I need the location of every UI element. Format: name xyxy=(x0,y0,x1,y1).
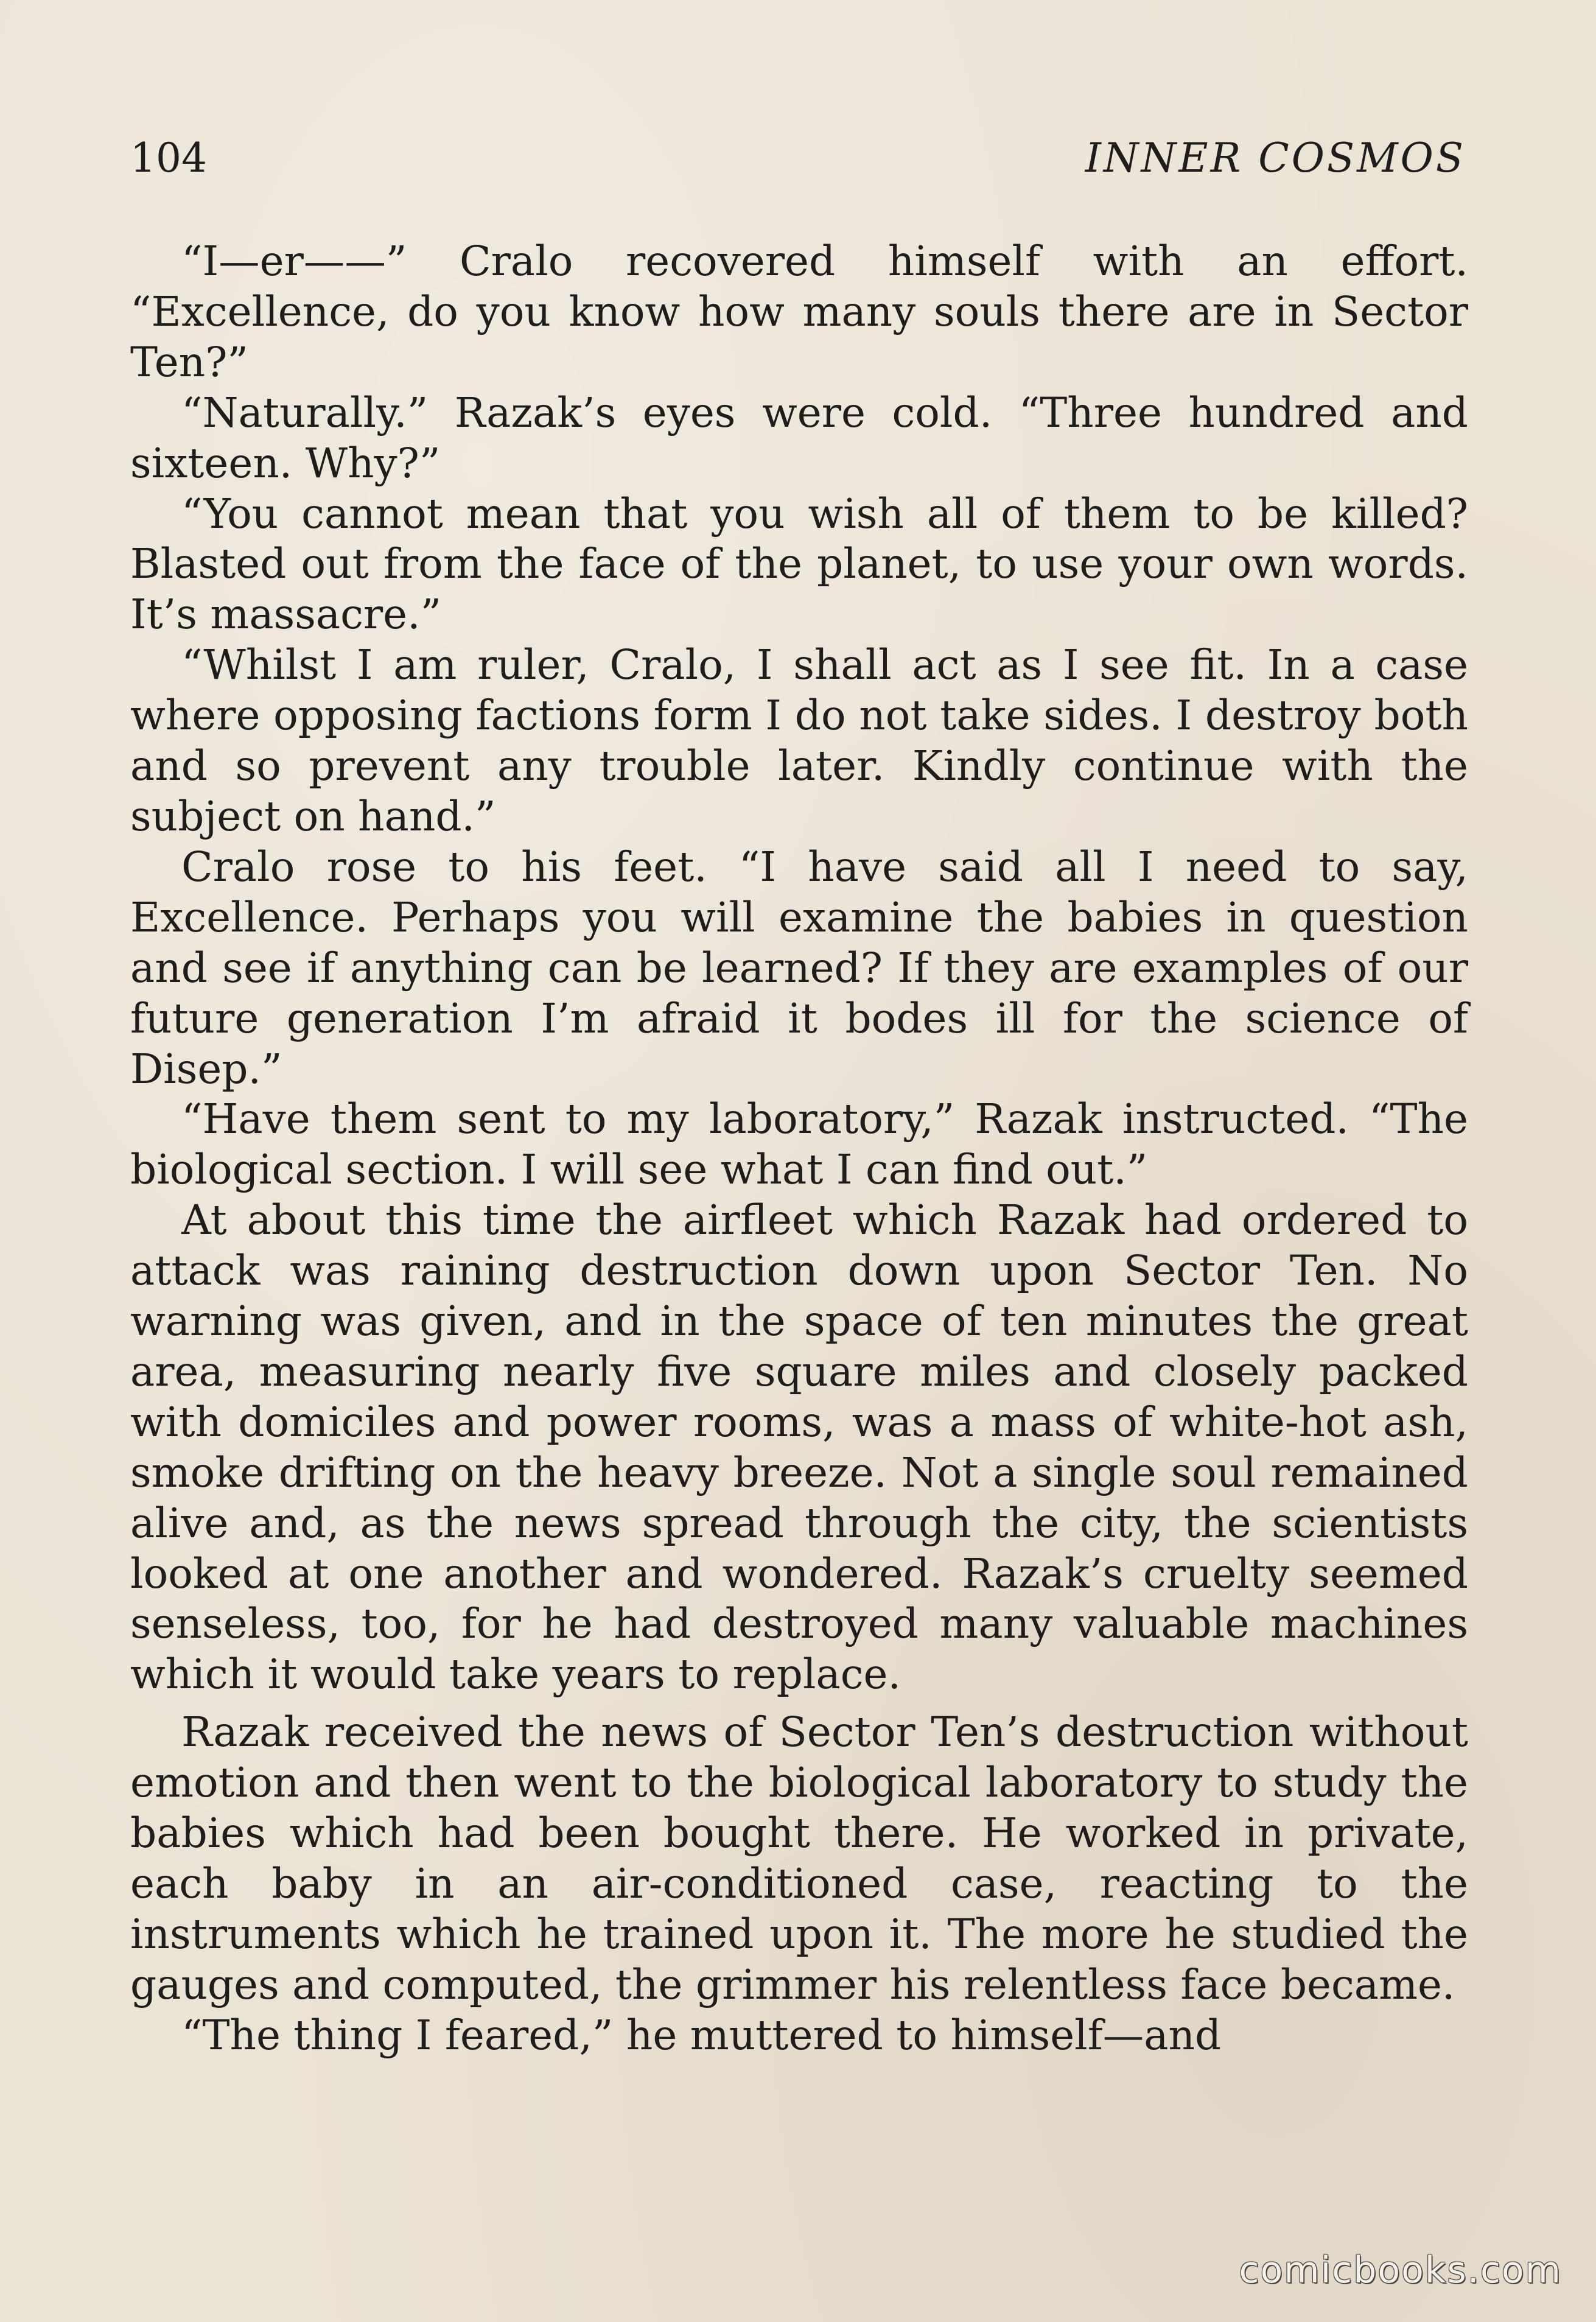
paragraph: “The thing I feared,” he muttered to himself—and xyxy=(181,2010,1222,2059)
body-text xyxy=(130,236,1468,2061)
watermark-logo: comicbooks.com xyxy=(1239,2249,1562,2292)
running-head xyxy=(130,131,1466,186)
paragraph: “You cannot mean that you wish all of them to be killed? Blasted out from the face of the planet, to use your own words. It’s massacre.” xyxy=(130,489,1468,639)
paragraph: Razak received the news of Sector Ten’s destruction without emotion and then went to the biological laboratory to study the babies which had been bought there. He worked in private, each baby in an air-conditioned case, reacting to the instruments which he trained upon it. The more he studied the gauges and computed, the grimmer his relentless face became. xyxy=(130,1708,1468,2008)
paragraph: “Whilst I am ruler, Cralo, I shall act as I see fit. In a case where opposing factions form I do not take sides. I destroy both and so prevent any trouble later. Kindly continue with the subject on hand.” xyxy=(130,640,1468,840)
paragraph: Cralo rose to his feet. “I have said all I need to say, Excellence. Perhaps you will examine the babies in question and see if anything can be learned? If they are examples of our future generation I’m afraid it bodes ill for the science of Disep.” xyxy=(130,842,1468,1093)
running-title: INNER COSMOS xyxy=(1085,135,1466,181)
paragraph: “Naturally.” Razak’s eyes were cold. “Three hundred and sixteen. Why?” xyxy=(130,388,1468,487)
paragraph: “Have them sent to my laboratory,” Razak instructed. “The biological section. I will see what I can find out.” xyxy=(130,1095,1468,1194)
paragraph: At about this time the airfleet which Razak had ordered to attack was raining destruction down upon Sector Ten. No warning was given, and in the space of ten minutes the great area, measuring nearly five square miles and closely packed with domiciles and power rooms, was a mass of white-hot ash, smoke drifting on the heavy breeze. Not a single soul remained alive and, as the news spread through the city, the scientists looked at one another and wondered. Razak’s cruelty seemed senseless, too, for he had destroyed many valuable machines which it would take years to replace. xyxy=(130,1196,1468,1699)
page-number: 104 xyxy=(130,135,207,181)
paragraph: “I—er——” Cralo recovered himself with an effort. “Excellence, do you know how many souls there are in Sector Ten?” xyxy=(130,237,1468,386)
